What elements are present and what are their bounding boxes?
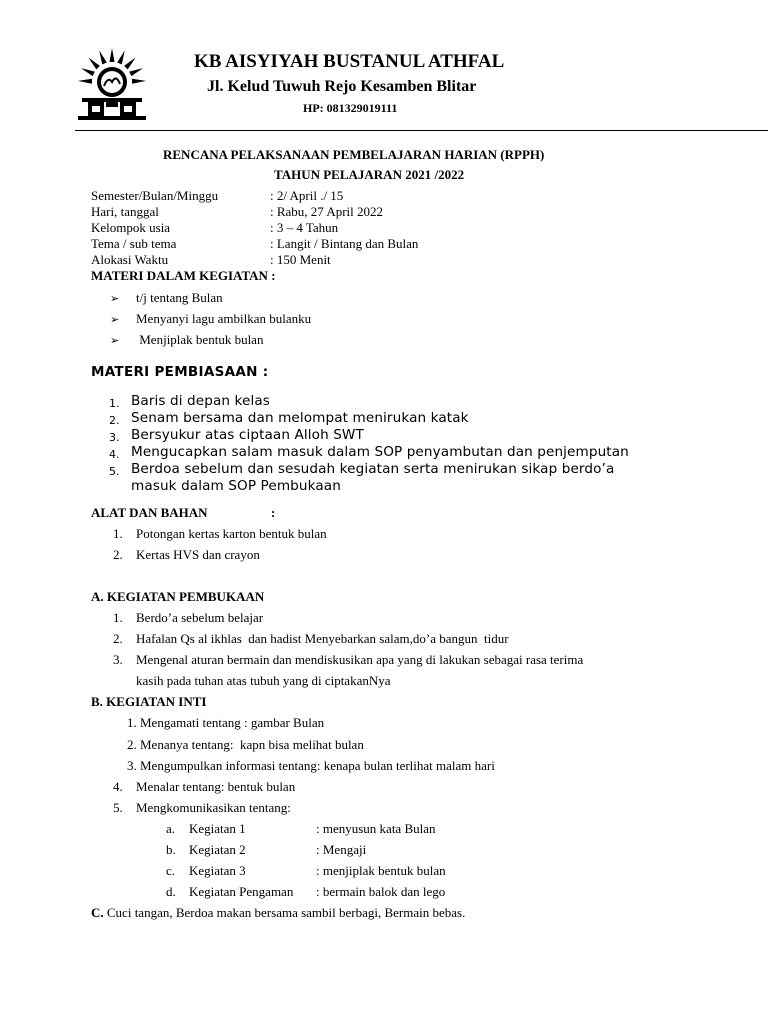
- info-label: Tema / sub tema: [91, 236, 177, 251]
- list-number: 5.: [113, 800, 123, 815]
- info-value: : 2/ April ./ 15: [270, 188, 344, 203]
- list-item: Senam bersama dan melompat menirukan katak: [131, 410, 469, 426]
- list-item: Mengenal aturan bermain dan mendiskusikan apa yang di lakukan sebagai rasa terima: [136, 652, 584, 667]
- header-divider: [75, 130, 768, 131]
- sub-letter: b.: [166, 842, 176, 857]
- list-item: Berdo’a sebelum belajar: [136, 610, 264, 625]
- arrow-bullet-icon: ➢: [110, 334, 120, 347]
- list-number: 1.: [113, 526, 123, 541]
- list-item: Mengucapkan salam masuk dalam SOP penyambutan dan penjemputan: [131, 444, 629, 460]
- school-name: KB AISYIYAH BUSTANUL ATHFAL: [194, 51, 505, 72]
- sub-label: Kegiatan Pengaman: [189, 884, 294, 899]
- list-number: 4.: [113, 779, 123, 794]
- list-item: 3. Mengumpulkan informasi tentang: kenapa bulan terlihat malam hari: [127, 758, 495, 773]
- list-item: Baris di depan kelas: [131, 393, 270, 409]
- list-number: 1.: [113, 610, 123, 625]
- sub-label: Kegiatan 3: [189, 863, 246, 878]
- info-value: : 3 – 4 Tahun: [270, 220, 339, 235]
- document-title: RENCANA PELAKSANAAN PEMBELAJARAN HARIAN (RPPH): [163, 147, 545, 162]
- emblem-base: [78, 98, 146, 120]
- section-heading-inti: B. KEGIATAN INTI: [91, 694, 207, 709]
- list-item: Hafalan Qs al ikhlas dan hadist Menyebarkan salam,do’a bangun tidur: [136, 631, 509, 646]
- list-number: 2.: [109, 414, 120, 427]
- sub-value: : menjiplak bentuk bulan: [316, 863, 446, 878]
- info-label: Kelompok usia: [91, 220, 171, 235]
- section-heading-alat-bahan: ALAT DAN BAHAN: [91, 505, 208, 520]
- closing-text: Cuci tangan, Berdoa makan bersama sambil berbagi, Bermain bebas.: [103, 905, 466, 920]
- list-item: Menyanyi lagu ambilkan bulanku: [136, 311, 312, 326]
- list-item: Potongan kertas karton bentuk bulan: [136, 526, 327, 541]
- list-number: 3.: [113, 652, 123, 667]
- list-item: 2. Menanya tentang: kapn bisa melihat bulan: [127, 737, 364, 752]
- sub-letter: c.: [166, 863, 176, 878]
- list-item-continuation: kasih pada tuhan atas tubuh yang di ciptakanNya: [136, 673, 391, 688]
- info-value: : Langit / Bintang dan Bulan: [270, 236, 419, 251]
- arrow-bullet-icon: ➢: [110, 292, 120, 305]
- closing-line: [91, 905, 465, 921]
- sub-label: Kegiatan 1: [189, 821, 246, 836]
- list-item: Kertas HVS dan crayon: [136, 547, 260, 562]
- school-address: Jl. Kelud Tuwuh Rejo Kesamben Blitar: [207, 78, 477, 95]
- list-number: 1.: [109, 397, 120, 410]
- sub-value: : bermain balok dan lego: [316, 884, 446, 899]
- list-item: Mengkomunikasikan tentang:: [136, 800, 291, 815]
- section-heading-materi-kegiatan: MATERI DALAM KEGIATAN :: [91, 268, 276, 283]
- info-value: : Rabu, 27 April 2022: [270, 204, 384, 219]
- info-label: Semester/Bulan/Minggu: [91, 188, 219, 203]
- section-heading-pembukaan: A. KEGIATAN PEMBUKAAN: [91, 589, 265, 604]
- list-item-continuation: masuk dalam SOP Pembukaan: [131, 478, 341, 494]
- info-label: Hari, tanggal: [91, 204, 159, 219]
- arrow-bullet-icon: ➢: [110, 313, 120, 326]
- list-item: Bersyukur atas ciptaan Alloh SWT: [131, 427, 364, 443]
- school-phone: HP: 081329019111: [303, 101, 398, 115]
- list-number: 5.: [109, 465, 120, 478]
- list-number: 2.: [113, 547, 123, 562]
- sub-letter: a.: [166, 821, 176, 836]
- list-item: Berdoa sebelum dan sesudah kegiatan serta menirukan sikap berdo’a: [131, 461, 615, 477]
- info-label: Alokasi Waktu: [91, 252, 169, 267]
- closing-letter: C.: [91, 905, 104, 920]
- list-item: t/j tentang Bulan: [136, 290, 223, 305]
- sub-value: : menyusun kata Bulan: [316, 821, 436, 836]
- info-value: : 150 Menit: [270, 252, 331, 267]
- sub-value: : Mengaji: [316, 842, 367, 857]
- list-item: Menjiplak bentuk bulan: [136, 332, 264, 347]
- list-number: 4.: [109, 448, 120, 461]
- list-number: 2.: [113, 631, 123, 646]
- sub-letter: d.: [166, 884, 176, 899]
- list-item: Menalar tentang: bentuk bulan: [136, 779, 296, 794]
- section-heading-materi-pembiasaan: MATERI PEMBIASAAN :: [91, 364, 269, 380]
- sub-label: Kegiatan 2: [189, 842, 246, 857]
- list-item: 1. Mengamati tentang : gambar Bulan: [127, 715, 325, 730]
- list-number: 3.: [109, 431, 120, 444]
- academic-year: TAHUN PELAJARAN 2021 /2022: [274, 167, 465, 182]
- school-logo: [68, 48, 156, 122]
- heading-colon: :: [271, 505, 276, 520]
